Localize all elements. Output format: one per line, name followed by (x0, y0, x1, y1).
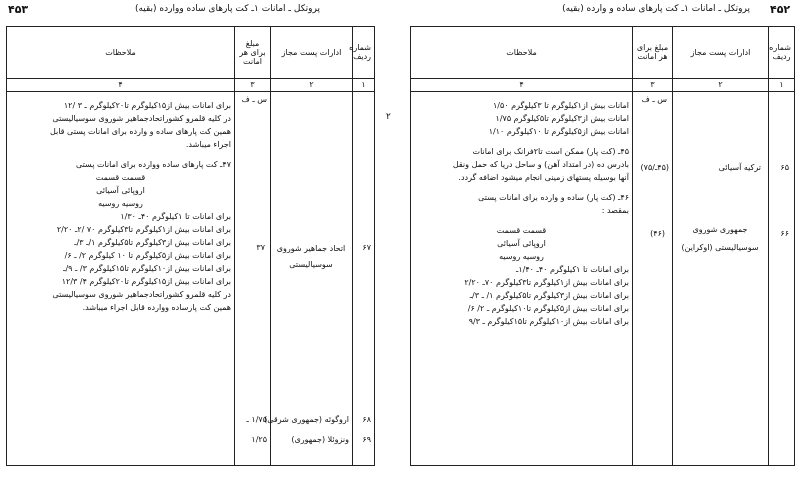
note-line: ۴۵ـ (کت پار) ممکن است تا۲فرانک برای امانات (472, 146, 629, 156)
amount-value: ۳۷ (256, 242, 265, 252)
amount-value: (۴۵ـ/۷۵) (640, 162, 669, 172)
col-number: ۴ (7, 78, 235, 91)
note-line: برای امانات بیش از۵کیلوگرم تا ۱۰ کیلوگرم ۲/ ـ ۶/ (64, 250, 231, 260)
offices-cell (673, 91, 769, 465)
note-line: برای امانات بیش از۱کیلوگرم تا۳کیلوگرم ۷۰ـ ۲/۲۰ (464, 277, 629, 287)
gutter-mark: ۲ (386, 112, 391, 122)
office-name: اروگوئه (جمهوری شرقی) (264, 414, 349, 424)
amount-value: ۱/۷۵ ـ (246, 414, 267, 424)
note-line: همین کت پارساده ووارده قابل اجراء میباشد. (82, 302, 231, 312)
note-line: در کلیه قلمرو کشوراتحادجماهیر شوروی سوسیالیستی (52, 113, 231, 123)
note-line: اجراء میباشد. (185, 139, 231, 149)
note-line: امانات بیش از۵کیلوگرم تا ۱۰کیلوگرم ۱/۱۰ (488, 126, 629, 136)
row-number: ۶۹ (362, 434, 371, 444)
office-name: جمهوری شوروی سوسیالیستی (اوکراین) (681, 224, 759, 252)
note-line: روسیه روسیه (98, 198, 143, 208)
page-header: پروتکل ـ امانات ۱ـ کت پارهای ساده ووارده (بقیه) (134, 4, 320, 14)
note-line: ۴۷ـ کت پارهای ساده ووارده برای امانات پستی (75, 159, 231, 169)
notes-cell (7, 91, 235, 465)
col-header-row-number: شماره ردیف (353, 27, 375, 79)
note-line: برای امانات بیش از۳کیلوگرم تا۵کیلوگرم ۱/ ـ ۳/ـ (469, 290, 629, 300)
amount-cell (235, 91, 271, 465)
note-line: برای امانات بیش از۱۰کیلوگرم تا۱۵کیلوگرم ـ ۹/۳ (468, 316, 629, 326)
amount-value: (۴۶) (650, 228, 665, 238)
note-line: برای امانات بیش از۳کیلوگرم تا۵کیلوگرم ۱/ـ ۳/ـ (74, 237, 231, 247)
col-number: ۳ (235, 78, 271, 91)
protocol-table (6, 26, 375, 466)
col-number: ۱ (769, 78, 795, 91)
notes-cell (411, 91, 633, 465)
note-line: اروپائی آسیائی (497, 238, 546, 248)
row-number-cell (769, 91, 795, 465)
row-number: ۶۷ (362, 242, 371, 252)
note-line: برای امانات بیش از۱کیلوگرم تا۳کیلوگرم ۷۰ /۲ـ ۲/۲۰ (56, 224, 231, 234)
note-line: برای امانات بیش از۵کیلوگرم تا۱۰کیلوگرم ـ ۲/ ۶/ (467, 303, 629, 313)
note-line: اروپائی آسیائی (96, 185, 145, 195)
note-line: برای امانات تا ۱کیلوگرم ۴۰ـ ۱/۴۰ـ (515, 264, 629, 274)
page-gutter (380, 0, 400, 478)
note-line: قسمت قسمت (496, 225, 547, 235)
col-header-notes: ملاحظات (7, 27, 235, 79)
note-line: بمقصد : (601, 205, 629, 215)
note-line: امانات بیش از۳کیلوگرم تا۵کیلوگرم ۱/۷۵ (495, 113, 629, 123)
row-number: ۶۸ (362, 414, 371, 424)
note-line: آنها بوسیله پستهای زمینی انجام میشود اضافه گردد. (458, 172, 629, 182)
offices-cell (264, 91, 353, 465)
col-header-offices: ادارات پست مجاز (271, 27, 353, 79)
col-header-offices: ادارات پست مجاز (673, 27, 769, 79)
note-line: همین کت پارهای ساده و وارده برای امانات پستی قابل (49, 126, 231, 136)
note-line: ۴۶ـ (کت پار) ساده و وارده برای امانات پستی (478, 192, 629, 202)
note-line: امانات بیش از۱کیلوگرم تا ۳کیلوگرم ۱/۵۰ (492, 100, 629, 110)
right-page (400, 0, 800, 478)
note-line: برای امانات تا ۱کیلوگرم ۴۰ـ ۱/۳۰ (120, 211, 231, 221)
left-page (0, 0, 380, 478)
note-line: روسیه روسیه (499, 251, 544, 261)
row-number: ۶۶ (780, 228, 789, 238)
col-number: ۴ (411, 78, 633, 91)
amount-value: ۱/۲۵ (251, 434, 267, 444)
note-line: برای امانات بیش از۱۰کیلوگرم تا۱۵کیلوگرم ۳/ ـ ۹/ـ (63, 263, 231, 273)
office-name: اتحاد جماهیر شوروی سوسیالیستی (276, 243, 346, 269)
page-number: ۴۵۳ (8, 3, 29, 16)
col-header-amount: مبلغ برای هر امانت (633, 27, 673, 79)
page-header: پروتکل ـ امانات ۱ـ کت پارهای ساده و وارده (بقیه) (562, 4, 750, 14)
note-line: برای امانات بیش از۱۵کیلوگرم تا۲۰کیلوگرم ـ ۳ /۱۲ (63, 100, 231, 110)
note-line: بادرس ده (در امتداد آهن) و ساحل دریا که حمل ونقل (452, 159, 629, 169)
col-number: ۱ (353, 78, 375, 91)
col-header-row-number: شماره ردیف (769, 27, 795, 79)
col-number: ۲ (673, 78, 769, 91)
row-number-cell (353, 91, 375, 465)
office-name: ونزوئلا (جمهوری) (291, 434, 349, 444)
note-line: قسمت قسمت (95, 172, 146, 182)
amount-unit: س ـ ف (241, 94, 267, 104)
protocol-table (410, 26, 795, 466)
col-number: ۲ (271, 78, 353, 91)
office-name: ترکیه آسیائی (718, 162, 761, 172)
amount-cell (633, 91, 673, 465)
col-header-amount: مبلغ برای هر امانت (235, 27, 271, 79)
note-line: در کلیه قلمرو کشوراتحادجماهیر شوروی سوسیالیستی (52, 289, 231, 299)
col-header-notes: ملاحظات (411, 27, 633, 79)
amount-unit: س ـ ف (641, 94, 667, 104)
note-line: برای امانات بیش از۱۵کیلوگرم تا۲۰کیلوگرم ۴/ ۱۲/۳ (61, 276, 231, 286)
col-number: ۳ (633, 78, 673, 91)
page-number: ۴۵۲ (770, 3, 791, 16)
row-number: ۶۵ (780, 162, 789, 172)
